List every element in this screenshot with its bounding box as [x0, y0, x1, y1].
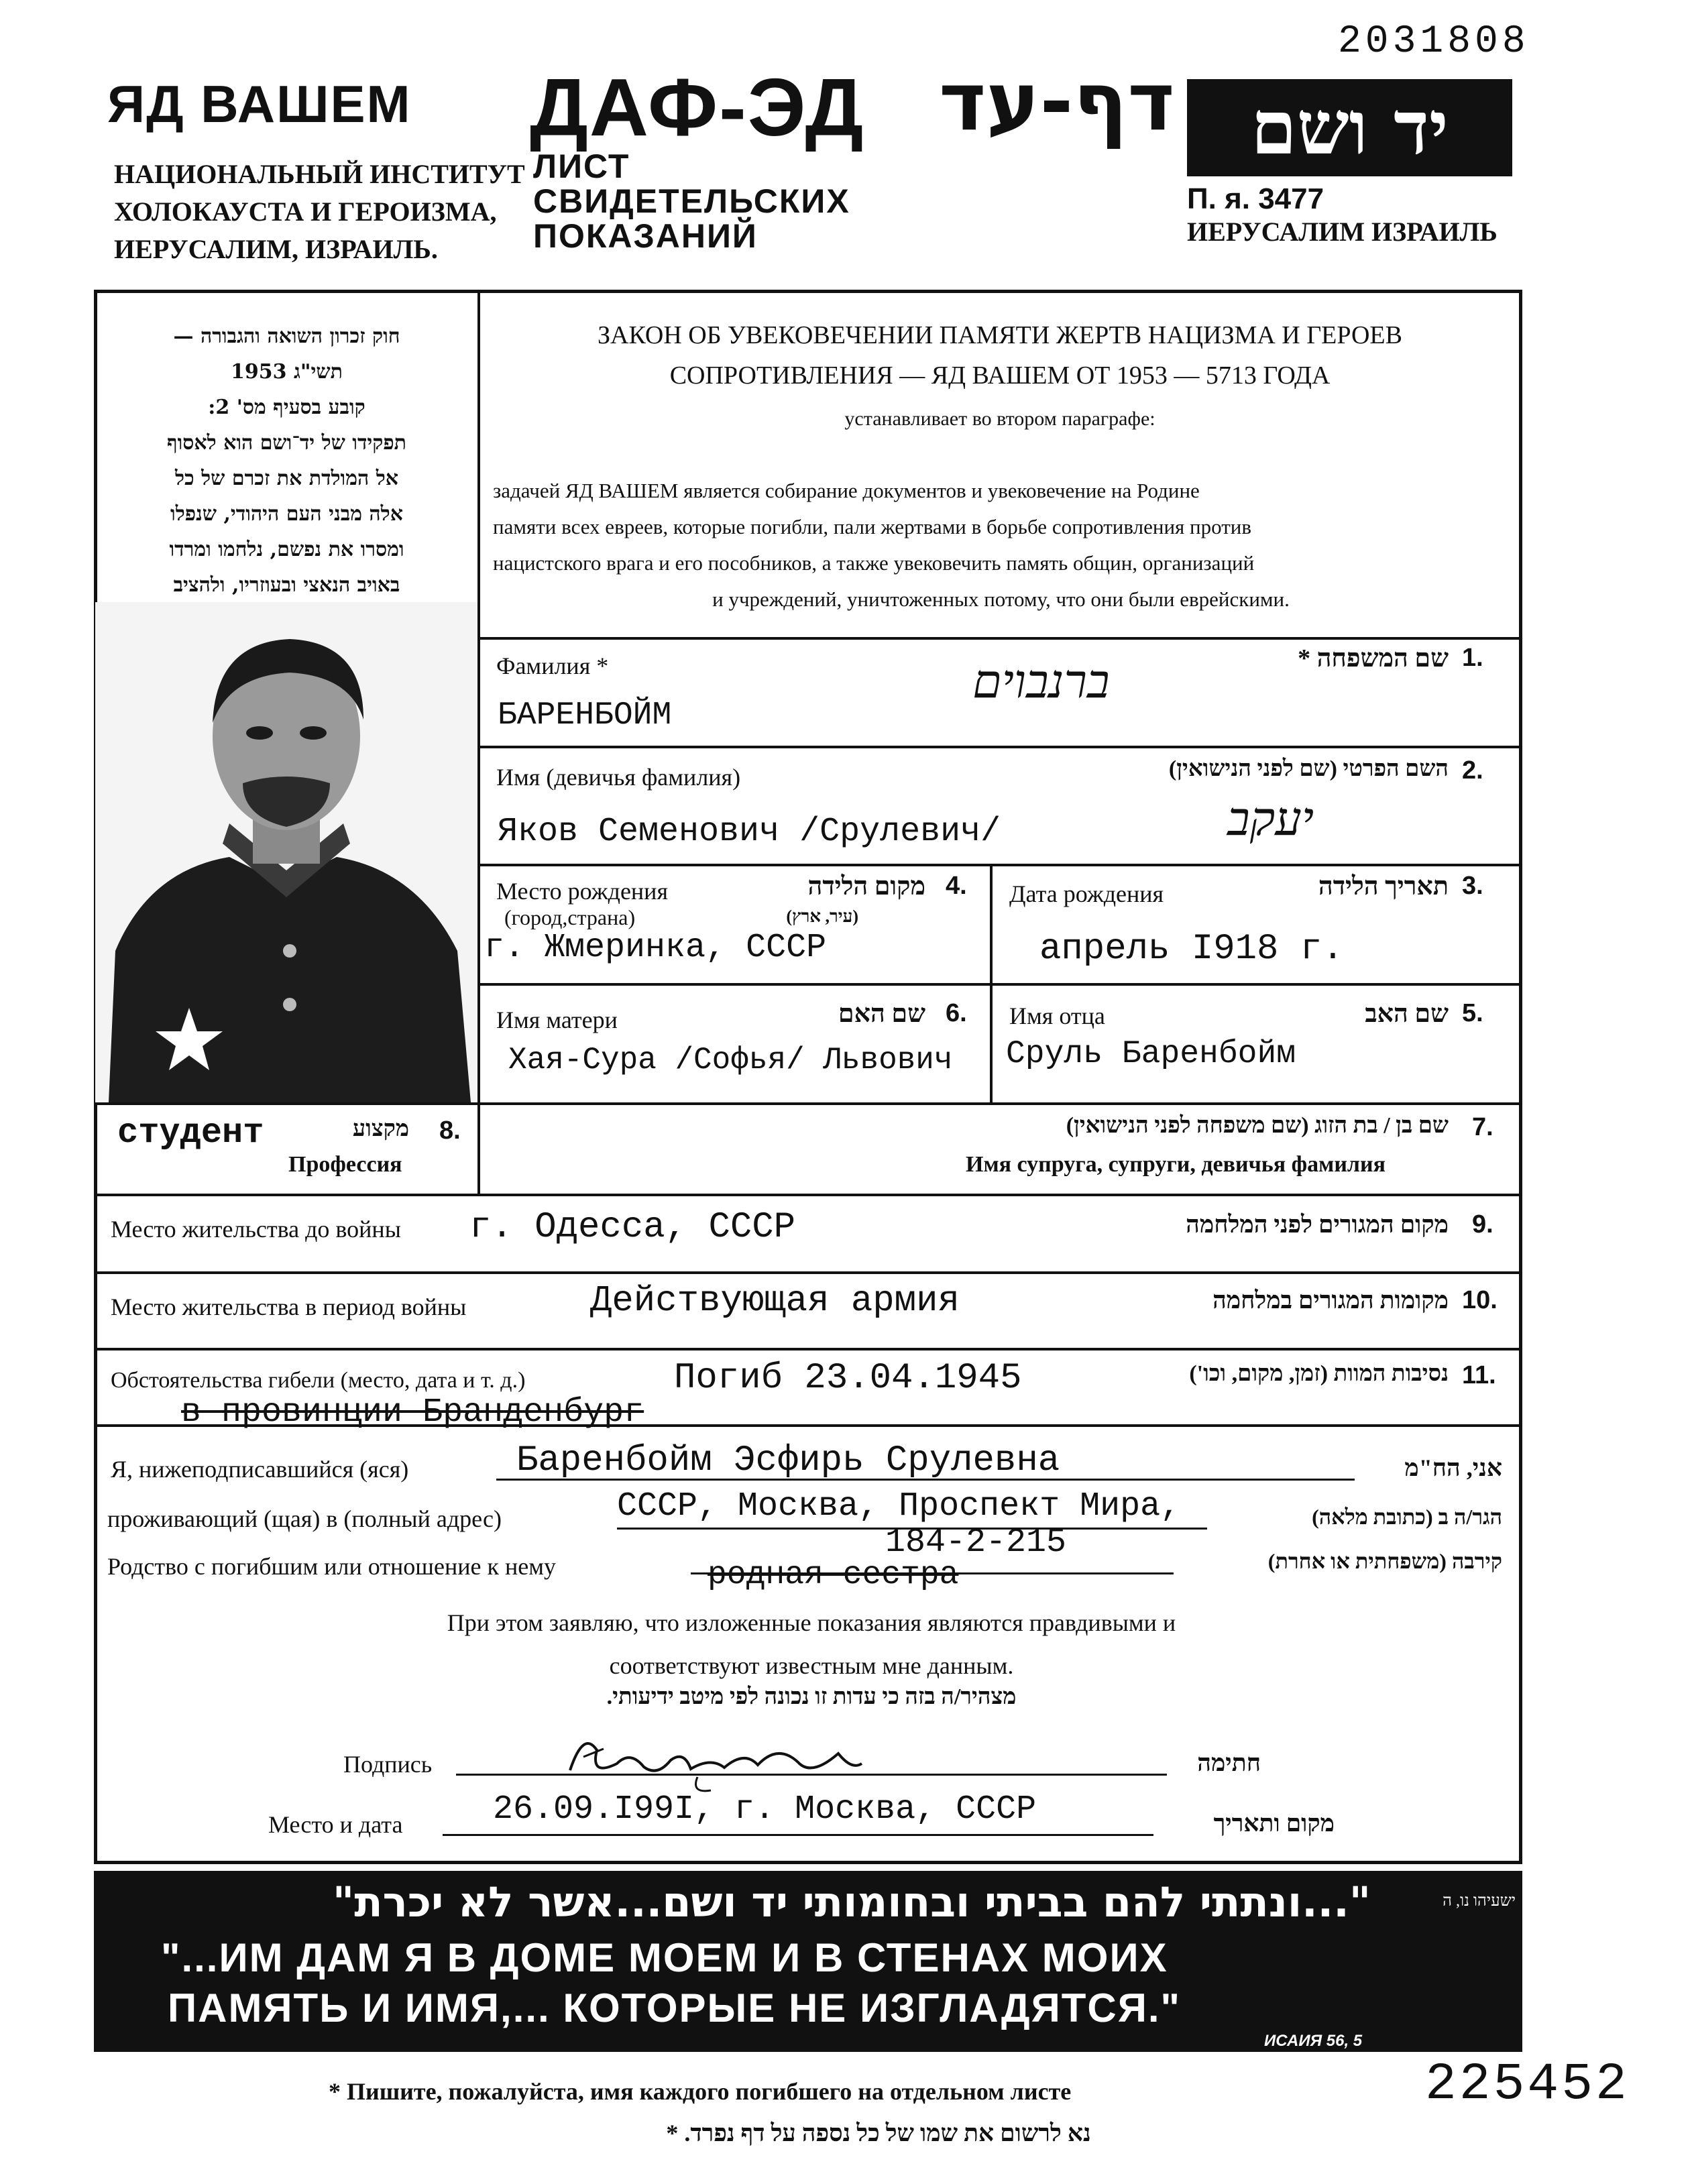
- banner-quote-he: "...ונתתי להם בביתי ובחומותי יד ושם...אשר לא יכרת": [332, 1878, 1371, 1927]
- profession-value[interactable]: студент: [117, 1113, 264, 1153]
- witness-name-value[interactable]: Баренбойм Эсфирь Срулевна: [516, 1440, 1060, 1481]
- wartime-residence-value[interactable]: Действующая армия: [590, 1281, 960, 1322]
- relation-value[interactable]: родная сестра: [708, 1557, 959, 1593]
- place-date-label-he: מקום ותאריך: [1213, 1810, 1335, 1837]
- declaration-line: соответствуют известным мне данным.: [609, 1652, 1014, 1679]
- birthplace-label-he: מקום הלידה: [807, 872, 925, 901]
- relation-label: Родство с погибшим или отношение к нему: [107, 1553, 556, 1580]
- document-number-bottom: 225452: [1425, 2055, 1630, 2114]
- signature-label: Подпись: [343, 1751, 433, 1778]
- field-number-4: 4.: [946, 872, 967, 900]
- first-name-label-he: השם הפרטי (שם לפני הנישואין): [1168, 756, 1449, 781]
- relation-label-he: קירבה (משפחתית או אחרת): [1267, 1549, 1502, 1573]
- field-number-11: 11.: [1462, 1361, 1496, 1389]
- form-title: ДАФ-ЭД: [530, 62, 865, 153]
- mother-name-value[interactable]: Хая-Сура /Софья/ Львович: [508, 1043, 953, 1078]
- law-hebrew-line: קובע בסעיף מס' 2:: [208, 396, 365, 419]
- father-name-label-he: שם האב: [1365, 1000, 1449, 1028]
- birthdate-label: Дата рождения: [1009, 880, 1164, 907]
- witness-address-label-he: הגר/ה ב (כתובת מלאה): [1312, 1505, 1502, 1529]
- document-number: 2031808: [1338, 20, 1530, 64]
- law-hebrew-line: חוק זכרון השואה והגבורה —: [173, 325, 400, 348]
- field-number-3: 3.: [1462, 872, 1483, 900]
- birthplace-value[interactable]: г. Жмеринка, СССР: [484, 929, 827, 967]
- org-subtitle-line: НАЦИОНАЛЬНЫЙ ИНСТИТУТ: [114, 159, 525, 189]
- portrait-photo: [95, 602, 477, 1102]
- mother-name-label-he: שם האם: [838, 1000, 925, 1028]
- org-subtitle-line: ИЕРУСАЛИМ, ИЗРАИЛЬ.: [114, 234, 438, 264]
- witness-name-label: Я, нижеподписавшийся (яся): [111, 1456, 409, 1483]
- prewar-residence-label: Место жительства до войны: [111, 1216, 401, 1243]
- witness-address-value[interactable]: СССР, Москва, Проспект Мира,: [617, 1487, 1181, 1526]
- surname-label-he: שם המשפחה *: [1298, 644, 1449, 673]
- profession-label: Профессия: [288, 1152, 402, 1177]
- place-date-label: Место и дата: [268, 1811, 403, 1838]
- profession-label-he: מקצוע: [352, 1116, 409, 1141]
- signature-drawing[interactable]: [557, 1723, 865, 1797]
- declaration: [101, 1601, 1522, 1687]
- field-number-10: 10.: [1462, 1286, 1498, 1314]
- law-title-line: СОПРОТИВЛЕНИЯ — ЯД ВАШЕМ ОТ 1953 — 5713 ГОДА: [669, 361, 1331, 390]
- org-name: ЯД ВАШЕМ: [107, 74, 412, 133]
- law-text-line: и учреждений, уничтоженных потому, что они были еврейскими.: [712, 587, 1290, 611]
- death-circumstances-label-he: נסיבות המוות (זמן, מקום, וכו'): [1189, 1361, 1449, 1386]
- footer-note-ru: * Пишите, пожалуйста, имя каждого погибшего на отдельном листе: [329, 2078, 1072, 2105]
- death-circumstances-label: Обстоятельства гибели (место, дата и т. д.): [111, 1368, 526, 1393]
- wartime-residence-label: Место жительства в период войны: [111, 1294, 467, 1320]
- father-name-value[interactable]: Сруль Баренбойм: [1006, 1036, 1296, 1072]
- portrait-drawing: [95, 602, 477, 1102]
- footer-note-he: נא לרשום את שמו של כל נספה על דף נפרד. *: [666, 2120, 1091, 2146]
- declaration-line: При этом заявляю, что изложенные показания являются правдивыми и: [447, 1609, 1176, 1636]
- birthplace-sublabel-he: (עיר, ארץ): [786, 907, 858, 926]
- banner-quote-ru-1: "...ИМ ДАМ Я В ДОМЕ МОЕМ И В СТЕНАХ МОИХ: [161, 1935, 1168, 1980]
- form-subtitle-line: ПОКАЗАНИЙ: [533, 217, 758, 255]
- spouse-label-he: שם בן / בת הזוג (שם משפחה לפני הנישואין): [1066, 1113, 1449, 1138]
- witness-address-label: проживающий (щая) в (полный адрес): [107, 1505, 502, 1532]
- law-hebrew-line: באויב הנאצי ובעוזריו, ולהציב: [173, 573, 400, 597]
- form-subtitle-line: ЛИСТ: [533, 148, 630, 185]
- form-title-hebrew: דף-עד: [939, 56, 1175, 149]
- spouse-label: Имя супруга, супруги, девичья фамилия: [966, 1152, 1386, 1177]
- field-number-2: 2.: [1462, 756, 1483, 785]
- law-title: [480, 315, 1520, 396]
- surname-label: Фамилия *: [496, 652, 609, 679]
- law-text-line: памяти всех евреев, которые погибли, пали жертвами в борьбе сопротивления против: [493, 515, 1252, 538]
- law-intro: устанавливает во втором параграфе:: [844, 408, 1155, 430]
- law-text-line: нацистского врага и его пособников, а также увековечить память общин, организаций: [493, 551, 1255, 575]
- declaration-he: מצהיר/ה בזה כי עדות זו נכונה לפי מיטב ידיעותי.: [606, 1684, 1017, 1709]
- field-number-1: 1.: [1462, 644, 1483, 672]
- law-title-line: ЗАКОН ОБ УВЕКОВЕЧЕНИИ ПАМЯТИ ЖЕРТВ НАЦИЗМА И ГЕРОЕВ: [598, 321, 1402, 349]
- law-hebrew-line: ומסרו את נפשם, נלחמו ומרדו: [169, 538, 404, 561]
- field-number-6: 6.: [946, 999, 967, 1027]
- signature-label-he: חתימה: [1197, 1749, 1261, 1776]
- form-subtitle-line: СВИДЕТЕЛЬСКИХ: [533, 182, 850, 220]
- org-subtitle-line: ХОЛОКАУСТА И ГЕРОИЗМА,: [114, 196, 497, 227]
- mother-name-label: Имя матери: [496, 1007, 618, 1033]
- death-circumstances-value[interactable]: Погиб 23.04.1945: [674, 1358, 1022, 1399]
- quote-banner: [94, 1871, 1522, 2052]
- surname-value-he[interactable]: ברנבוים: [972, 654, 1110, 709]
- wartime-residence-label-he: מקומות המגורים במלחמה: [1212, 1287, 1449, 1314]
- form-subtitle: [533, 149, 850, 253]
- header-city: ИЕРУСАЛИМ ИЗРАИЛЬ: [1187, 217, 1498, 247]
- surname-value[interactable]: БАРЕНБОЙМ: [498, 697, 672, 734]
- law-text: [493, 473, 1509, 618]
- death-circumstances-value-2[interactable]: в провинции Бранденбург: [181, 1393, 644, 1432]
- law-hebrew-line: אלה מבני העם היהודי, שנפלו: [170, 502, 403, 526]
- law-hebrew-line: תפקידו של יד־ושם הוא לאסוף: [167, 431, 406, 455]
- birthplace-label: Место рождения: [496, 878, 669, 905]
- prewar-residence-label-he: מקום המגורים לפני המלחמה: [1186, 1211, 1449, 1238]
- field-number-8: 8.: [439, 1116, 461, 1145]
- org-subtitle: [114, 156, 525, 268]
- father-name-label: Имя отца: [1009, 1002, 1105, 1029]
- law-hebrew-line: תשי"ג 1953: [231, 360, 343, 384]
- yad-vashem-logo: [1187, 79, 1512, 176]
- field-number-5: 5.: [1462, 999, 1483, 1027]
- field-number-7: 7.: [1472, 1113, 1493, 1141]
- po-box: П. я. 3477: [1187, 182, 1324, 215]
- first-name-label: Имя (девичья фамилия): [496, 764, 741, 791]
- law-hebrew-line: אל המולדת את זכרם של כל: [174, 467, 398, 490]
- law-text-line: задачей ЯД ВАШЕМ является собирание документов и увековечение на Родине: [493, 479, 1200, 502]
- law-hebrew: [101, 319, 473, 638]
- place-date-value[interactable]: 26.09.I99I, г. Москва, СССР: [493, 1790, 1037, 1829]
- field-number-9: 9.: [1472, 1210, 1493, 1239]
- banner-ref-he: ישעיהו נו, ה: [1443, 1892, 1516, 1910]
- logo-text: יד ושם: [1251, 84, 1449, 171]
- witness-name-label-he: אני, הח"מ: [1404, 1454, 1502, 1481]
- prewar-residence-value[interactable]: г. Одесса, СССР: [469, 1207, 796, 1248]
- banner-ref: ИСАИЯ 56, 5: [1264, 2032, 1363, 2050]
- witness-address-value-2[interactable]: 184-2-215: [885, 1524, 1067, 1562]
- birthdate-value[interactable]: апрель I918 г.: [1039, 929, 1344, 970]
- birthdate-label-he: תאריך הלידה: [1318, 872, 1449, 901]
- banner-quote-ru-2: ПАМЯТЬ И ИМЯ,... КОТОРЫЕ НЕ ИЗГЛАДЯТСЯ.": [168, 1986, 1181, 2030]
- first-name-value[interactable]: Яков Семенович /Срулевич/: [498, 813, 1001, 851]
- first-name-value-he[interactable]: יעקב: [1227, 791, 1314, 846]
- birthplace-sublabel: (город,страна): [504, 905, 636, 929]
